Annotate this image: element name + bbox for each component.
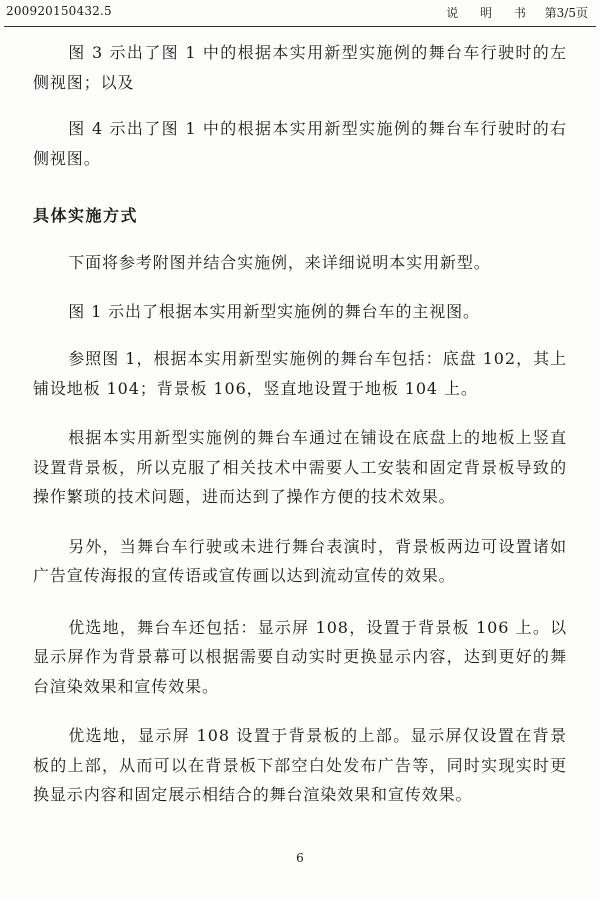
body-paragraph: 另外，当舞台车行驶或未进行舞台表演时，背景板两边可设置诸如广告宣传海报的宣传语或宣传画以达到流动宣传的效果。 [33, 536, 567, 585]
header-divider [4, 26, 596, 27]
page-header [0, 0, 600, 30]
body-paragraph: 优选地，显示屏 108 设置于背景板的上部。显示屏仅设置在背景板的上部，从而可以在背景板下部空白处发布广告等，同时实现实时更换显示内容和固定展示相结合的舞台渲染效果和宣传效果。 [33, 726, 567, 804]
document-type: 说 明 书 [446, 6, 535, 20]
body-paragraph: 图 1 示出了根据本实用新型实施例的舞台车的主视图。 [68, 301, 480, 321]
document-body [33, 38, 567, 810]
body-paragraph: 下面将参考附图并结合实施例，来详细说明本实用新型。 [68, 253, 491, 272]
body-paragraph: 参照图 1，根据本实用新型实施例的舞台车包括：底盘 102，其上铺设地板 104；背景板 106，竖直地设置于地板 104 上。 [33, 349, 567, 398]
body-paragraph: 优选地，舞台车还包括：显示屏 108，设置于背景板 106 上。以显示屏作为背景幕可以根据需要自动实时更换显示内容，达到更好的舞台渲染效果和宣传效果。 [33, 617, 567, 696]
header-right [446, 4, 588, 21]
page-number: 6 [296, 851, 304, 865]
section-heading: 具体实施方式 [33, 206, 139, 225]
paragraph-figure-4: 图 4 示出了图 1 中的根据本实用新型实施例的舞台车行驶时的右侧视图。 [33, 119, 567, 168]
application-number: 200920150432.5 [6, 4, 112, 18]
body-paragraph: 根据本实用新型实施例的舞台车通过在铺设在底盘上的地板上竖直设置背景板，所以克服了相关技术中需要人工安装和固定背景板导致的操作繁琐的技术问题，进而达到了操作方便的技术效果。 [33, 428, 567, 506]
page-indicator: 第3/5页 [544, 6, 588, 20]
paragraph-figure-3: 图 3 示出了图 1 中的根据本实用新型实施例的舞台车行驶时的左侧视图；以及 [33, 43, 567, 92]
